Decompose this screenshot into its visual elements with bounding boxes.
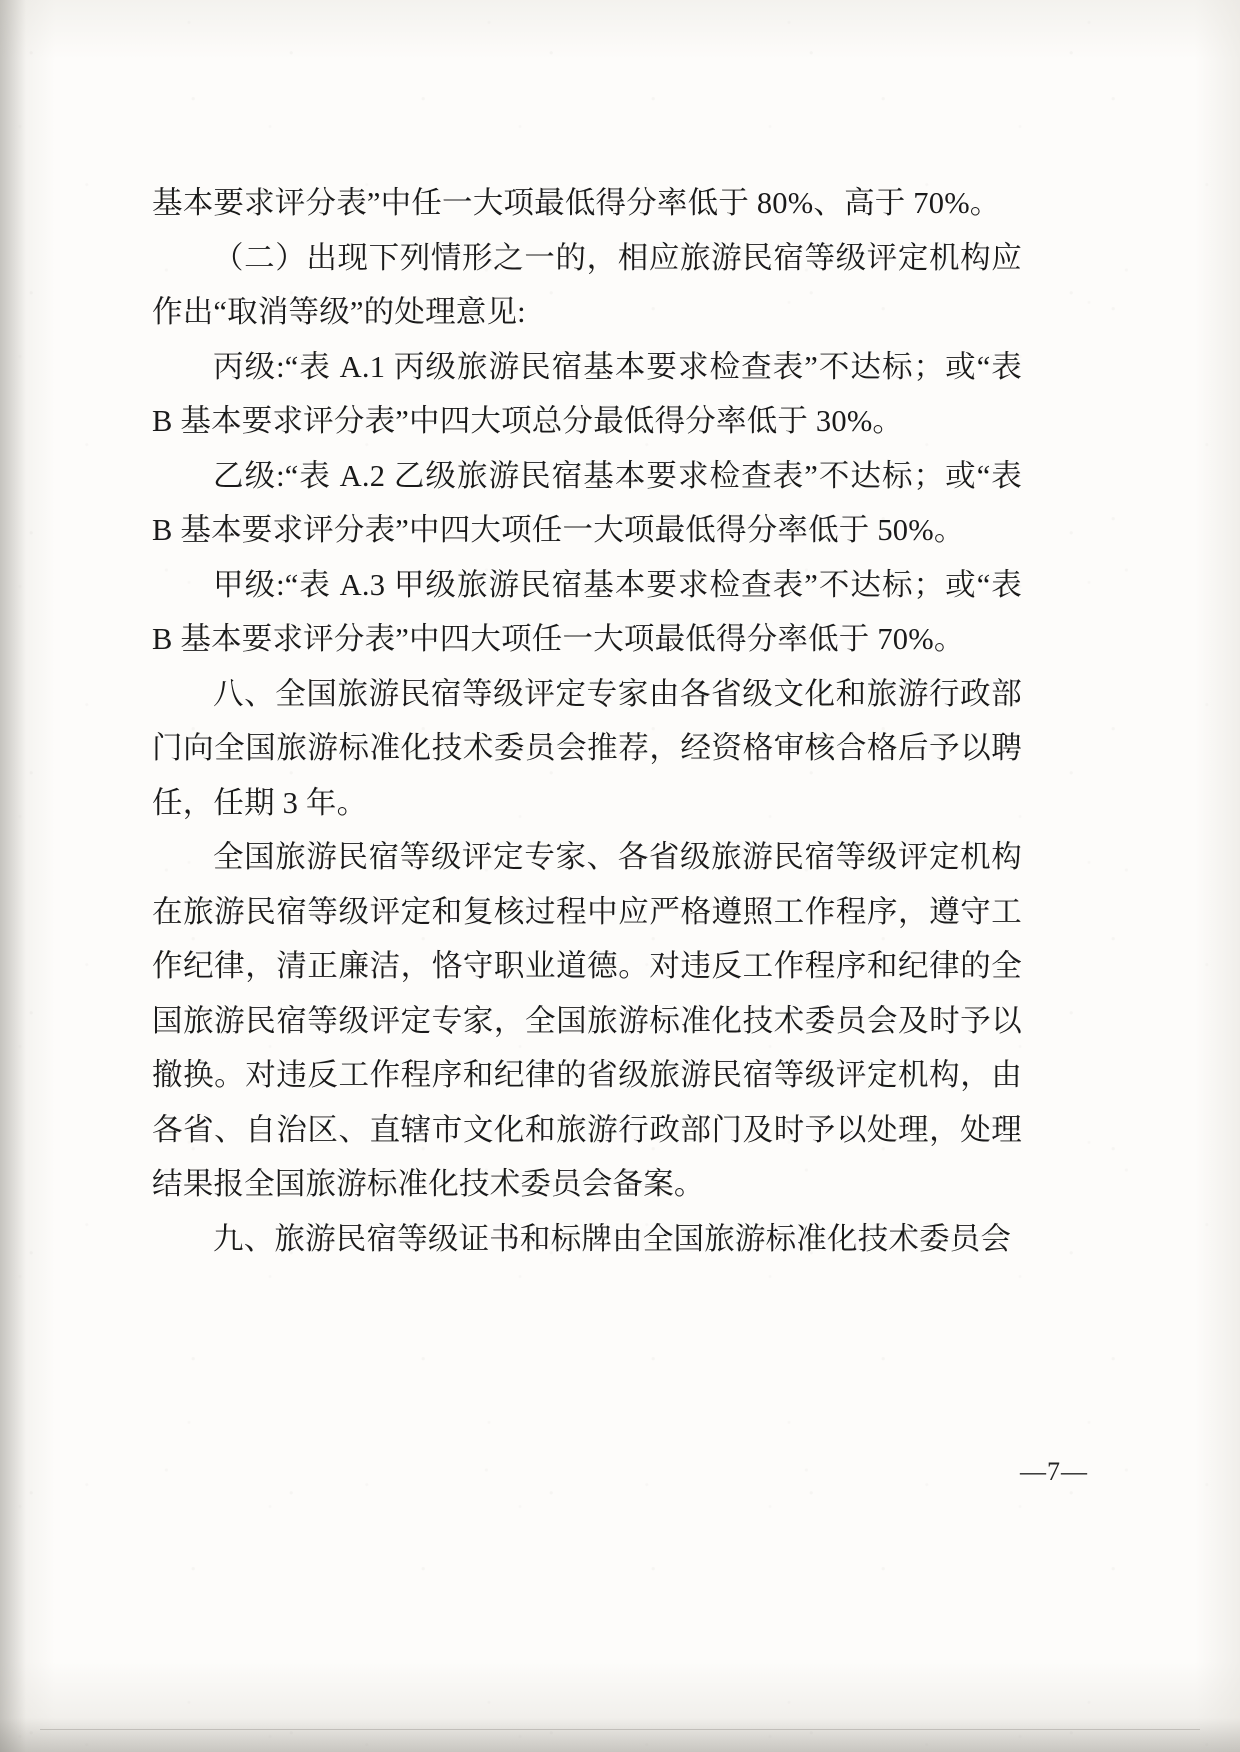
paragraph-article-8: 八、全国旅游民宿等级评定专家由各省级文化和旅游行政部门向全国旅游标准化技术委员会推荐，经资格审核合格后予以聘任，任期 3 年。 <box>152 676 1022 820</box>
paragraph-grade-jia: 甲级:“表 A.3 甲级旅游民宿基本要求检查表”不达标；或“表 B 基本要求评分表”中四大项任一大项最低得分率低于 70%。 <box>152 567 1022 656</box>
page-edge-shadow-left <box>0 0 26 1752</box>
page-bottom-rule <box>40 1729 1200 1730</box>
paragraph-grade-bing: 丙级:“表 A.1 丙级旅游民宿基本要求检查表”不达标；或“表 B 基本要求评分表”中四大项总分最低得分率低于 30%。 <box>152 349 1022 438</box>
page-edge-shadow-bottom <box>0 1718 1240 1752</box>
paragraph-item-2-cancel-grade: （二）出现下列情形之一的，相应旅游民宿等级评定机构应作出“取消等级”的处理意见: <box>152 240 1022 329</box>
page-number: —7— <box>1020 1457 1088 1486</box>
paragraph-article-9: 九、旅游民宿等级证书和标牌由全国旅游标准化技术委员会 <box>213 1221 1012 1256</box>
paragraph-continued-basic-score: 基本要求评分表”中任一大项最低得分率低于 80%、高于 70%。 <box>152 186 1001 220</box>
document-body <box>152 176 1022 1266</box>
paragraph-expert-discipline: 全国旅游民宿等级评定专家、各省级旅游民宿等级评定机构在旅游民宿等级评定和复核过程中应严格遵照工作程序，遵守工作纪律，清正廉洁，恪守职业道德。对违反工作程序和纪律的全国旅游民宿等级评定专家，全国旅游标准化技术委员会及时予以撤换。对违反工作程序和纪律的省级旅游民宿等级评定机构，由各省、自治区、直辖市文化和旅游行政部门及时予以处理，处理结果报全国旅游标准化技术委员会备案。 <box>152 840 1022 1201</box>
paragraph-grade-yi: 乙级:“表 A.2 乙级旅游民宿基本要求检查表”不达标；或“表 B 基本要求评分表”中四大项任一大项最低得分率低于 50%。 <box>152 458 1022 547</box>
